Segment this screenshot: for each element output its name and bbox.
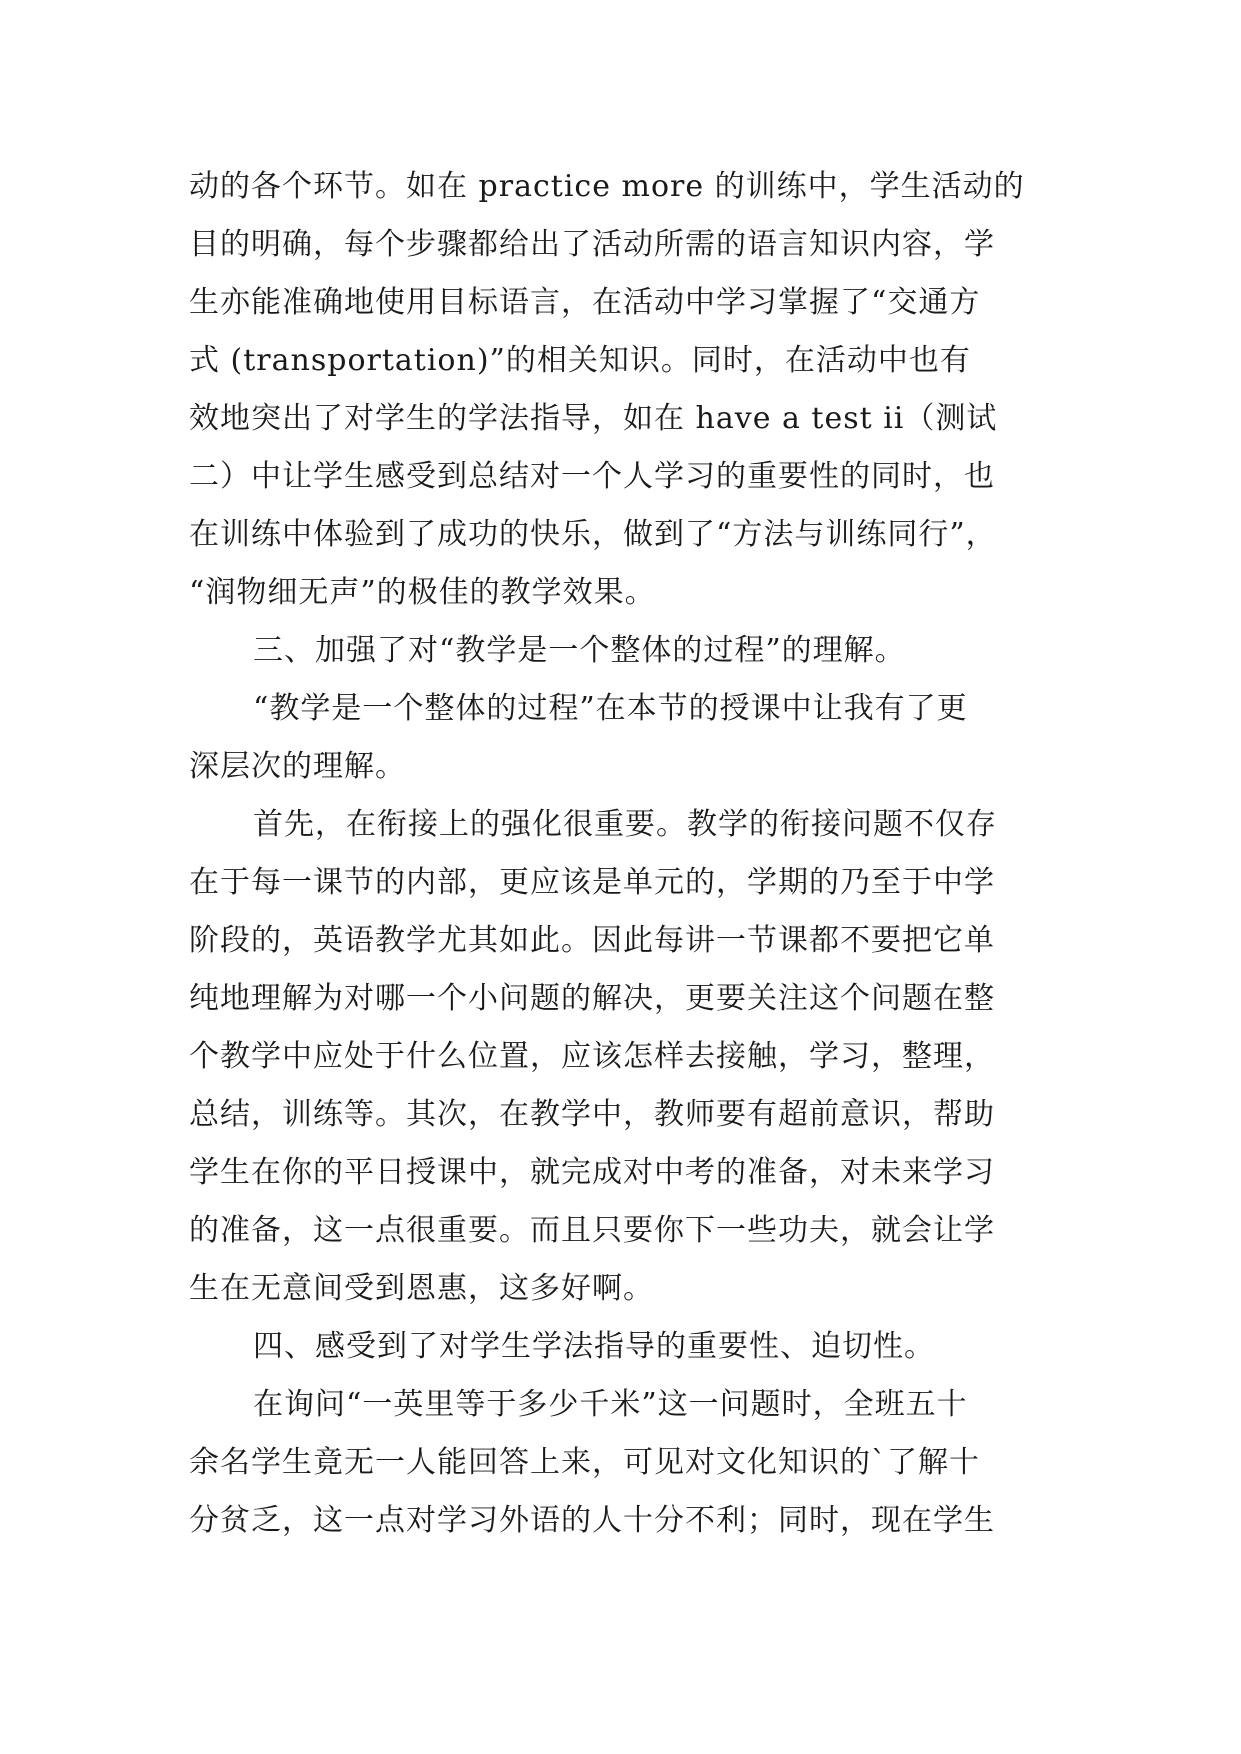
text-line: 个教学中应处于什么位置，应该怎样去接触，学习，整理，	[189, 1039, 995, 1074]
text-line: 深层次的理解。	[189, 749, 406, 784]
text-line: 分贫乏，这一点对学习外语的人十分不利；同时，现在学生	[189, 1503, 995, 1538]
text-line: “润物细无声”的极佳的教学效果。	[189, 575, 656, 610]
paragraph-start: “教学是一个整体的过程”在本节的授课中让我有了更	[253, 691, 968, 726]
text-line: 在训练中体验到了成功的快乐，做到了“方法与训练同行”，	[189, 517, 997, 552]
text-line: 的准备，这一点很重要。而且只要你下一些功夫，就会让学	[189, 1213, 995, 1248]
text-line: 纯地理解为对哪一个小问题的解决，更要关注这个问题在整	[189, 981, 995, 1016]
paragraph-start: 首先，在衔接上的强化很重要。教学的衔接问题不仅存	[253, 807, 997, 842]
body-text	[189, 158, 1089, 1550]
text-line: 生在无意间受到恩惠，这多好啊。	[189, 1271, 654, 1306]
text-line: 二）中让学生感受到总结对一个人学习的重要性的同时，也	[189, 459, 995, 494]
text-line: 式 (transportation)”的相关知识。同时，在活动中也有	[189, 343, 971, 378]
text-line: 目的明确，每个步骤都给出了活动所需的语言知识内容，学	[189, 227, 995, 262]
text-line: 阶段的，英语教学尤其如此。因此每讲一节课都不要把它单	[189, 923, 995, 958]
text-line: 在于每一课节的内部，更应该是单元的，学期的乃至于中学	[189, 865, 995, 900]
paragraph-start: 在询问“一英里等于多少千米”这一问题时，全班五十	[253, 1387, 968, 1422]
text-line: 学生在你的平日授课中，就完成对中考的准备，对未来学习	[189, 1155, 995, 1190]
text-line: 动的各个环节。如在 practice more 的训练中，学生活动的	[189, 169, 1025, 204]
section-heading: 三、加强了对“教学是一个整体的过程”的理解。	[253, 633, 906, 668]
section-heading: 四、感受到了对学生学法指导的重要性、迫切性。	[253, 1329, 935, 1364]
text-line: 效地突出了对学生的学法指导，如在 have a test ii（测试	[189, 401, 998, 436]
text-line: 余名学生竟无一人能回答上来，可见对文化知识的`了解十	[189, 1445, 980, 1480]
text-line: 总结，训练等。其次，在教学中，教师要有超前意识，帮助	[189, 1097, 995, 1132]
text-line: 生亦能准确地使用目标语言，在活动中学习掌握了“交通方	[189, 285, 981, 320]
